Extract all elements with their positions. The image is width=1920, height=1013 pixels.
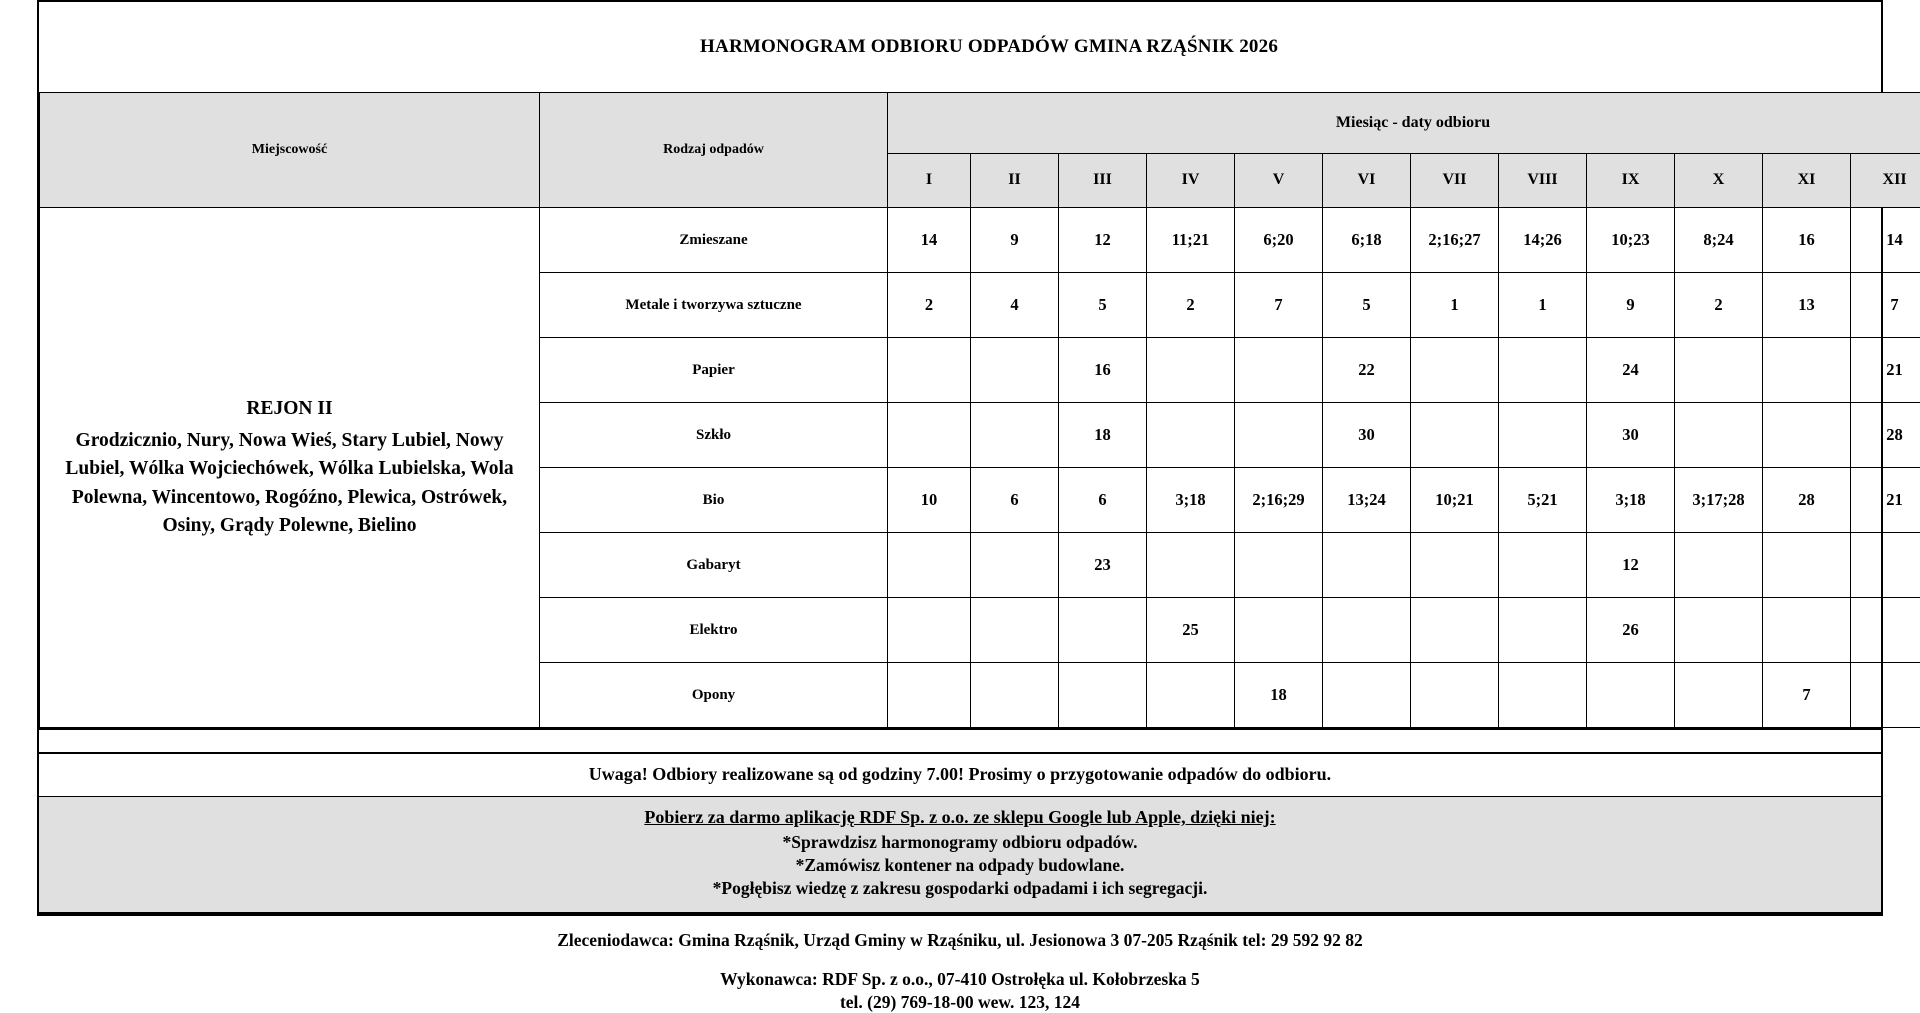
app-promo-item: *Zamówisz kontener na odpady budowlane. (39, 854, 1881, 877)
date-cell: 25 (1147, 598, 1235, 663)
date-cell (1147, 403, 1235, 468)
date-cell (888, 663, 971, 728)
date-cell: 16 (1059, 338, 1147, 403)
date-cell (1675, 403, 1763, 468)
date-cell (1763, 403, 1851, 468)
date-cell: 13;24 (1323, 468, 1411, 533)
waste-type-label: Elektro (540, 598, 888, 663)
date-cell: 5;21 (1499, 468, 1587, 533)
schedule-table (39, 2, 1920, 728)
waste-type-label: Zmieszane (540, 208, 888, 273)
date-cell: 6 (971, 468, 1059, 533)
region-name: REJON II (54, 395, 525, 423)
date-cell (1323, 533, 1411, 598)
header-row-top (40, 93, 1920, 154)
date-cell (1323, 663, 1411, 728)
date-cell: 1 (1499, 273, 1587, 338)
date-cell (971, 338, 1059, 403)
date-cell (1147, 663, 1235, 728)
date-cell (1675, 663, 1763, 728)
header-waste-type: Rodzaj odpadów (540, 93, 888, 208)
date-cell: 26 (1587, 598, 1675, 663)
date-cell (1411, 598, 1499, 663)
header-month-3: III (1059, 153, 1147, 207)
date-cell: 2 (1675, 273, 1763, 338)
date-cell (1587, 663, 1675, 728)
date-cell: 30 (1587, 403, 1675, 468)
schedule-sheet (37, 0, 1883, 916)
footer-section (0, 916, 1920, 1013)
header-months-title: Miesiąc - daty odbioru (888, 93, 1920, 154)
date-cell (1411, 533, 1499, 598)
date-cell: 14 (1851, 208, 1920, 273)
header-month-6: VI (1323, 153, 1411, 207)
date-cell (1763, 533, 1851, 598)
date-cell (1499, 663, 1587, 728)
date-cell (1851, 533, 1920, 598)
date-cell: 21 (1851, 468, 1920, 533)
contractor-info: Wykonawca: RDF Sp. z o.o., 07-410 Ostrołęka ul. Kołobrzeska 5 (0, 951, 1920, 990)
date-cell (1499, 403, 1587, 468)
date-cell: 23 (1059, 533, 1147, 598)
header-month-12: XII (1851, 153, 1920, 207)
date-cell (1147, 338, 1235, 403)
date-cell: 7 (1763, 663, 1851, 728)
app-promo-block (39, 797, 1881, 914)
date-cell (1059, 598, 1147, 663)
title-row (40, 2, 1920, 93)
date-cell: 18 (1235, 663, 1323, 728)
date-cell: 16 (1763, 208, 1851, 273)
header-month-4: IV (1147, 153, 1235, 207)
date-cell (1235, 403, 1323, 468)
date-cell: 2 (1147, 273, 1235, 338)
date-cell: 8;24 (1675, 208, 1763, 273)
waste-type-label: Papier (540, 338, 888, 403)
date-cell: 3;18 (1587, 468, 1675, 533)
date-cell (1499, 533, 1587, 598)
date-cell: 10;21 (1411, 468, 1499, 533)
date-cell (1235, 338, 1323, 403)
date-cell: 6 (1059, 468, 1147, 533)
date-cell: 6;20 (1235, 208, 1323, 273)
date-cell: 2;16;29 (1235, 468, 1323, 533)
date-cell (1411, 663, 1499, 728)
date-cell: 18 (1059, 403, 1147, 468)
date-cell (1851, 598, 1920, 663)
section-divider (39, 728, 1881, 754)
app-promo-heading: Pobierz za darmo aplikację RDF Sp. z o.o. ze sklepu Google lub Apple, dzięki niej: (39, 807, 1881, 828)
date-cell (971, 403, 1059, 468)
date-cell: 11;21 (1147, 208, 1235, 273)
header-month-1: I (888, 153, 971, 207)
date-cell (1323, 598, 1411, 663)
date-cell (1675, 533, 1763, 598)
date-cell: 14;26 (1499, 208, 1587, 273)
header-month-7: VII (1411, 153, 1499, 207)
date-cell: 6;18 (1323, 208, 1411, 273)
date-cell: 3;17;28 (1675, 468, 1763, 533)
notes-section (39, 754, 1881, 914)
date-cell: 1 (1411, 273, 1499, 338)
date-cell: 3;18 (1147, 468, 1235, 533)
client-info: Zleceniodawca: Gmina Rząśnik, Urząd Gminy w Rząśniku, ul. Jesionowa 3 07-205 Rząśnik tel: 29 592 92 82 (0, 916, 1920, 951)
date-cell (888, 598, 971, 663)
date-cell (1499, 338, 1587, 403)
date-cell: 2 (888, 273, 971, 338)
date-cell: 7 (1235, 273, 1323, 338)
date-cell (1763, 598, 1851, 663)
date-cell (1763, 338, 1851, 403)
date-cell (1059, 663, 1147, 728)
date-cell (1411, 338, 1499, 403)
date-cell: 4 (971, 273, 1059, 338)
date-cell: 9 (1587, 273, 1675, 338)
date-cell: 30 (1323, 403, 1411, 468)
date-cell (1851, 663, 1920, 728)
contractor-phone: tel. (29) 769-18-00 wew. 123, 124 (0, 990, 1920, 1013)
date-cell: 10;23 (1587, 208, 1675, 273)
waste-type-label: Metale i tworzywa sztuczne (540, 273, 888, 338)
date-cell (1147, 533, 1235, 598)
header-month-2: II (971, 153, 1059, 207)
header-month-11: XI (1763, 153, 1851, 207)
date-cell: 5 (1059, 273, 1147, 338)
app-promo-item: *Pogłębisz wiedzę z zakresu gospodarki odpadami i ich segregacji. (39, 877, 1881, 900)
date-cell: 21 (1851, 338, 1920, 403)
waste-type-label: Gabaryt (540, 533, 888, 598)
region-localities: Grodzicznio, Nury, Nowa Wieś, Stary Lubiel, Nowy Lubiel, Wólka Wojciechówek, Wólka Lubielska, Wola Polewna, Wincentowo, Rogóźno, Plewica, Ostrówek, Osiny, Grądy Polewne, Bielino (54, 427, 525, 540)
date-cell: 9 (971, 208, 1059, 273)
header-month-9: IX (1587, 153, 1675, 207)
date-cell (971, 663, 1059, 728)
date-cell (888, 338, 971, 403)
date-cell: 10 (888, 468, 971, 533)
pickup-warning-note: Uwaga! Odbiory realizowane są od godziny 7.00! Prosimy o przygotowanie odpadów do odbioru. (39, 754, 1881, 797)
table-row (40, 208, 1920, 273)
date-cell: 12 (1587, 533, 1675, 598)
date-cell (1411, 403, 1499, 468)
date-cell (1675, 598, 1763, 663)
date-cell: 28 (1851, 403, 1920, 468)
header-month-5: V (1235, 153, 1323, 207)
header-month-8: VIII (1499, 153, 1587, 207)
date-cell: 5 (1323, 273, 1411, 338)
page-title: HARMONOGRAM ODBIORU ODPADÓW GMINA RZĄŚNIK 2026 (40, 2, 1920, 93)
date-cell (888, 403, 971, 468)
waste-type-label: Opony (540, 663, 888, 728)
waste-type-label: Bio (540, 468, 888, 533)
date-cell (971, 598, 1059, 663)
date-cell (1675, 338, 1763, 403)
date-cell: 28 (1763, 468, 1851, 533)
region-cell (40, 208, 540, 728)
date-cell: 13 (1763, 273, 1851, 338)
app-promo-item: *Sprawdzisz harmonogramy odbioru odpadów. (39, 831, 1881, 854)
date-cell (888, 533, 971, 598)
date-cell: 7 (1851, 273, 1920, 338)
date-cell (1235, 533, 1323, 598)
date-cell: 12 (1059, 208, 1147, 273)
date-cell: 14 (888, 208, 971, 273)
date-cell: 22 (1323, 338, 1411, 403)
date-cell (1235, 598, 1323, 663)
header-month-10: X (1675, 153, 1763, 207)
date-cell: 24 (1587, 338, 1675, 403)
header-locality: Miejscowość (40, 93, 540, 208)
date-cell: 2;16;27 (1411, 208, 1499, 273)
date-cell (1499, 598, 1587, 663)
date-cell (971, 533, 1059, 598)
waste-type-label: Szkło (540, 403, 888, 468)
